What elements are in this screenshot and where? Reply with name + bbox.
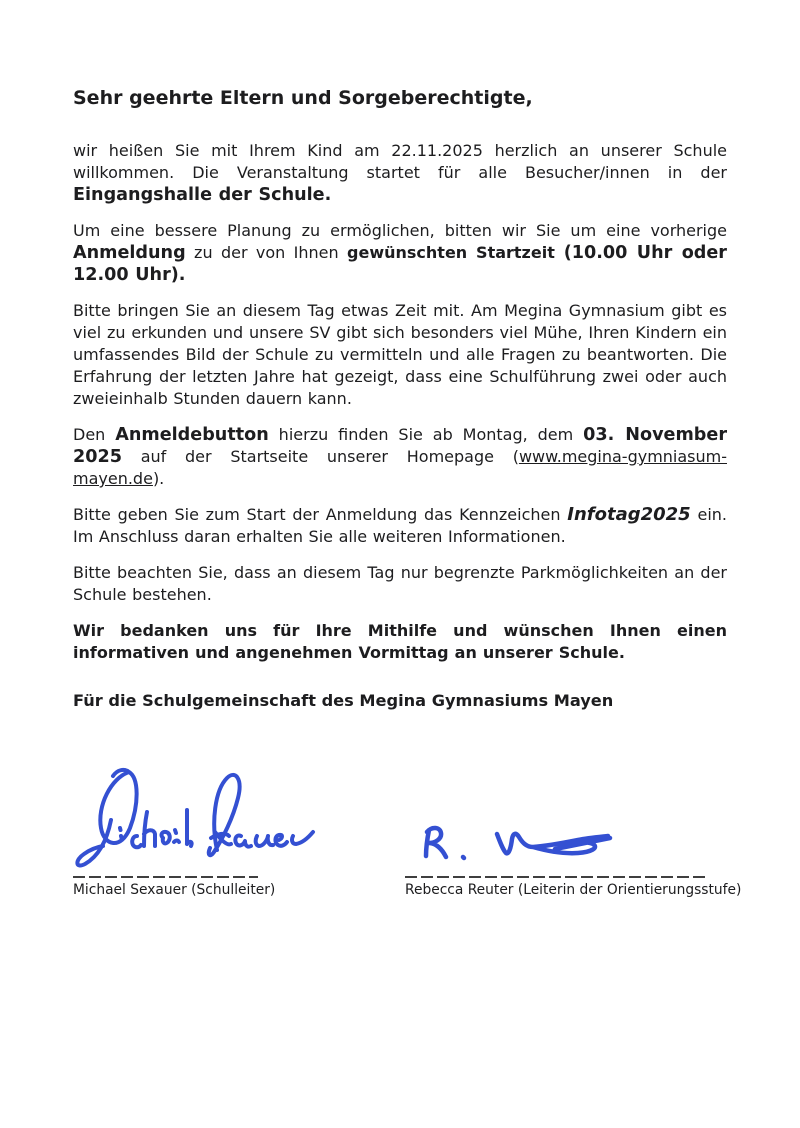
text-run: Wir bedanken uns für Ihre Mithilfe und wünschen Ihnen einen informativen und angenehmen Vormittag an unserer Schule. — [73, 621, 727, 662]
signature-line-right — [405, 876, 705, 878]
homepage-link[interactable]: www.megina-gymniasum-mayen.de — [73, 447, 727, 488]
text-run: Bitte beachten Sie, dass an diesem Tag nur begrenzte Parkmöglichkeiten an der Schule bestehen. — [73, 563, 727, 604]
text-run: 03. November 2025 — [73, 425, 728, 467]
signature-block-right — [405, 876, 742, 899]
signature-rebecca-reuter — [403, 812, 625, 874]
text-run: (10.00 Uhr oder 12.00 Uhr). — [73, 243, 727, 285]
salutation: Sehr geehrte Eltern und Sorgeberechtigte, — [73, 87, 533, 109]
signature-caption-left: Michael Sexauer (Schulleiter) — [73, 882, 276, 898]
signature-block-left — [73, 876, 383, 899]
text-run: Eingangshalle der Schule. — [73, 185, 332, 205]
text-run: Den — [73, 425, 116, 444]
paragraph-kennzeichen — [73, 504, 727, 548]
signature-area — [73, 758, 742, 914]
text-run: hierzu finden Sie ab Montag, dem — [268, 425, 584, 444]
paragraph-dank — [73, 620, 727, 664]
text-run: Bitte geben Sie zum Start der Anmeldung das Kennzeichen — [73, 505, 568, 524]
text-run: Um eine bessere Planung zu ermöglichen, bitten wir Sie um eine vorherige — [73, 221, 727, 240]
paragraph-anmeldung — [73, 220, 727, 286]
text-run: auf der Startseite unserer Homepage ( — [121, 447, 519, 466]
text-run: zu der von Ihnen — [185, 243, 348, 262]
text-run: ein. Im Anschluss daran erhalten Sie alle weiteren Informationen. — [73, 505, 727, 546]
text-run: Infotag2025 — [567, 504, 691, 525]
closing-line: Für die Schulgemeinschaft des Megina Gymnasiums Mayen — [73, 691, 614, 710]
text-run: gewünschten Startzeit — [347, 243, 564, 262]
text-run: Anmeldebutton — [115, 425, 269, 445]
signature-michael-sexauer — [65, 758, 317, 876]
text-run: Bitte bringen Sie an diesem Tag etwas Zeit mit. Am Megina Gymnasium gibt es viel zu erkunden und unsere SV gibt sich besonders viel Mühe, Ihren Kindern ein umfassendes Bild der Schule zu vermitteln und alle Fragen zu beantworten. Die Erfahrung der letzten Jahre hat gezeigt, dass eine Schulführung zwei oder auch zweieinhalb Stunden dauern kann. — [73, 301, 727, 408]
signature-line-left — [73, 876, 258, 878]
paragraph-zeit — [73, 300, 727, 410]
signature-caption-right: Rebecca Reuter (Leiterin der Orientierungsstufe) — [405, 882, 742, 898]
paragraph-parken — [73, 562, 727, 606]
paragraph-anmeldebutton — [73, 424, 727, 490]
text-run: Anmeldung — [73, 243, 186, 263]
text-run: ). — [152, 469, 165, 488]
paragraph-welcome — [73, 140, 727, 206]
text-run: wir heißen Sie mit Ihrem Kind am 22.11.2025 herzlich an unserer Schule willkommen. Die Veranstaltung startet für alle Besucher/innen in der — [73, 141, 727, 182]
